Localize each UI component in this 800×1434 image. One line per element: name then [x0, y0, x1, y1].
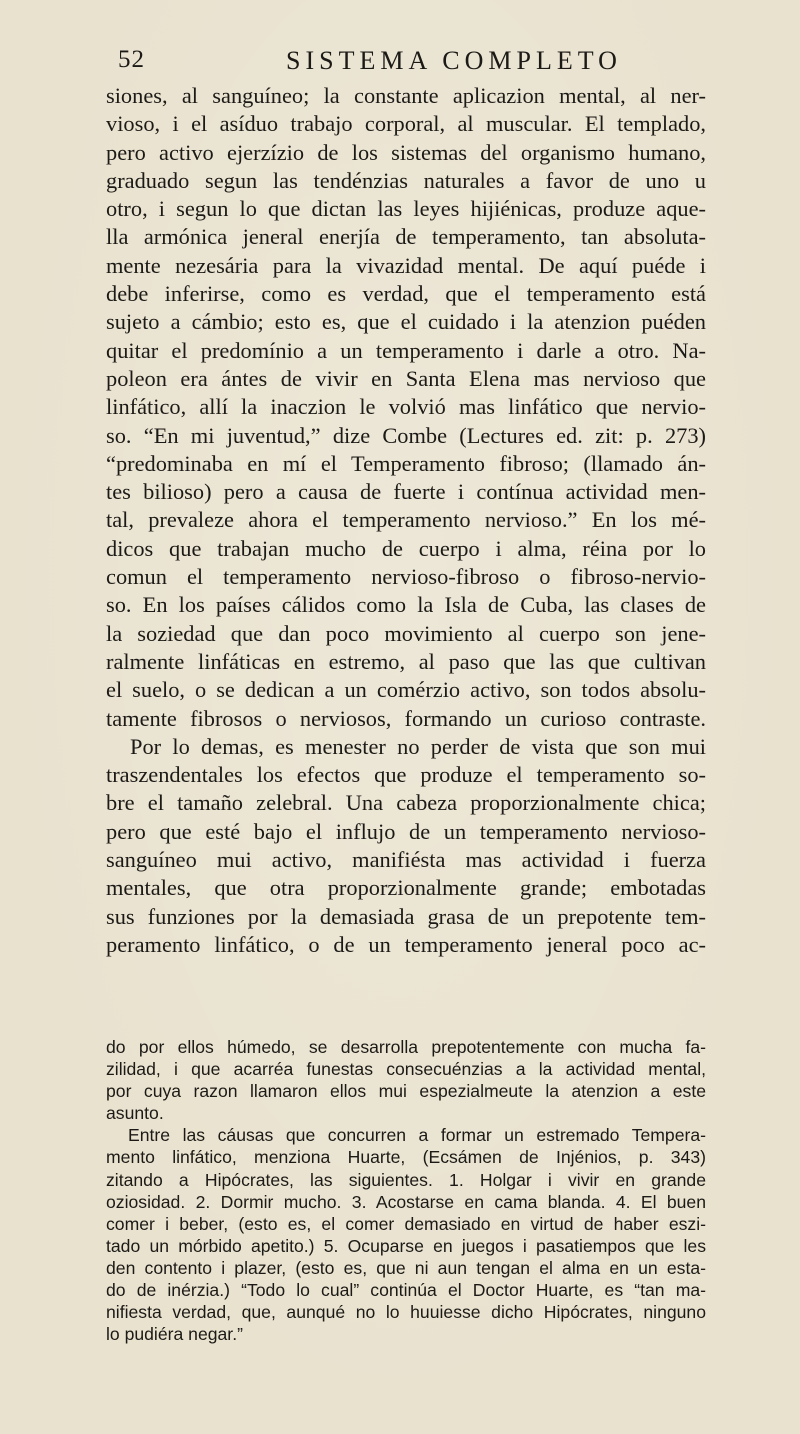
- page-header: [118, 46, 678, 80]
- text-line: ralmente linfáticas en estremo, al paso que las que cultivan: [106, 648, 706, 674]
- text-line: el suelo, o se dedican a un comérzio activo, son todos absolu-: [106, 677, 706, 703]
- main-text: [106, 82, 706, 959]
- text-line: linfático, allí la inaczion le volvió mas linfático que nervio-: [106, 394, 706, 420]
- footnote: [106, 1036, 706, 1345]
- page-number: 52: [118, 46, 145, 73]
- text-line: siones, al sanguíneo; la constante aplicazion mental, al ner-: [106, 83, 706, 108]
- text-line: sujeto a cámbio; esto es, que el cuidado i la atenzion puéden: [106, 309, 706, 335]
- text-line: “predominaba en mí el Temperamento fibroso; (llamado án-: [106, 450, 706, 476]
- footnote-line: do de inérzia.) “Todo lo cual” continúa el Doctor Huarte, es “tan ma-: [106, 1280, 706, 1301]
- text-line: poleon era ántes de vivir en Santa Elena mas nervioso que: [106, 365, 706, 391]
- text-line: sanguíneo mui activo, manifiésta mas actividad i fuerza: [106, 847, 706, 873]
- footnote-line: do por ellos húmedo, se desarrolla prepotentemente con mucha fa-: [106, 1037, 706, 1057]
- footnote-line: mento linfático, menziona Huarte, (Ecsámen de Injénios, p. 343): [106, 1147, 706, 1168]
- text-line: la soziedad que dan poco movimiento al cuerpo son jene-: [106, 620, 706, 646]
- text-line: so. “En mi juventud,” dize Combe (Lectures ed. zit: p. 273): [106, 422, 706, 448]
- text-line: so. En los países cálidos como la Isla de Cuba, las clases de: [106, 592, 706, 618]
- text-line: pero que esté bajo el influjo de un temperamento nervioso-: [106, 818, 706, 844]
- text-line: lla armónica jeneral enerjía de temperamento, tan absoluta-: [106, 224, 706, 250]
- text-line: tal, prevaleze ahora el temperamento nervioso.” En los mé-: [106, 507, 706, 533]
- text-line: traszendentales los efectos que produze el temperamento so-: [106, 762, 706, 788]
- footnote-line: lo pudiéra negar.”: [106, 1324, 243, 1345]
- text-line: peramento linfático, o de un temperamento jeneral poco ac-: [106, 931, 706, 957]
- running-head: SISTEMA COMPLETO: [286, 46, 622, 75]
- footnote-line: comer i beber, (esto es, el comer demasiado en virtud de haber eszi-: [106, 1213, 706, 1234]
- text-line: otro, i segun lo que dictan las leyes hijiénicas, produze aque-: [106, 196, 706, 222]
- text-line: mente nezesária para la vivazidad mental. De aquí puéde i: [106, 252, 706, 278]
- text-line: tes bilioso) pero a causa de fuerte i contínua actividad men-: [106, 479, 706, 505]
- footnote-line: nifiesta verdad, que, aunqué no lo huuiesse dicho Hipócrates, ninguno: [106, 1302, 706, 1323]
- text-line: vioso, i el asíduo trabajo corporal, al muscular. El templado,: [106, 111, 706, 137]
- text-line: mentales, que otra proporzionalmente grande; embotadas: [106, 875, 706, 901]
- text-line: graduado segun las tendénzias naturales a favor de uno u: [106, 167, 706, 193]
- text-line: bre el tamaño zelebral. Una cabeza proporzionalmente chica;: [106, 790, 706, 816]
- text-line: quitar el predomínio a un temperamento i darle a otro. Na-: [106, 337, 706, 363]
- text-line: pero activo ejerzízio de los sistemas del organismo humano,: [106, 139, 706, 165]
- footnote-line: asunto.: [106, 1103, 164, 1124]
- footnote-line: den contento i plazer, (esto es, que ni aun tengan el alma en un esta-: [106, 1257, 706, 1278]
- text-line: sus funziones por la demasiada grasa de un prepotente tem-: [106, 903, 706, 929]
- text-line: Por lo demas, es menester no perder de vista que son mui: [130, 733, 706, 759]
- footnote-line: tado un mórbido apetito.) 5. Ocuparse en juegos i pasatiempos que les: [106, 1235, 706, 1256]
- text-line: dicos que trabajan mucho de cuerpo i alma, réina por lo: [106, 535, 706, 561]
- footnote-line: por cuya razon llamaron ellos mui espezialmeute la atenzion a este: [106, 1081, 706, 1102]
- footnote-line: oziosidad. 2. Dormir mucho. 3. Acostarse en cama blanda. 4. El buen: [106, 1191, 706, 1212]
- text-line: comun el temperamento nervioso-fibroso o fibroso-nervio-: [106, 564, 706, 590]
- footnote-line: Entre las cáusas que concurren a formar un estremado Tempera-: [128, 1125, 706, 1146]
- footnote-line: zitando a Hipócrates, las siguientes. 1. Holgar i vivir en grande: [106, 1169, 706, 1190]
- text-line: debe inferirse, como es verdad, que el temperamento está: [106, 281, 706, 307]
- text-line: tamente fibrosos o nerviosos, formando un curioso contraste.: [106, 705, 706, 731]
- footnote-line: zilidad, i que acarréa funestas consecuénzias a la actividad mental,: [106, 1059, 706, 1080]
